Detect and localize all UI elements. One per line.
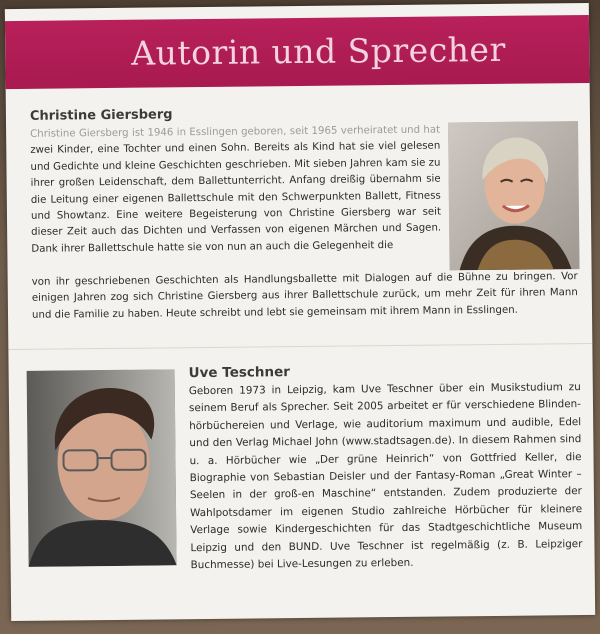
banner-title: Autorin und Sprecher — [131, 29, 506, 73]
author-name: Christine Giersberg — [29, 107, 173, 124]
author-bio-lead: Christine Giersberg ist 1946 in Esslingen geboren, seit 1965 verheiratet und hat — [30, 124, 441, 140]
author-portrait — [448, 121, 580, 270]
author-bio-bottom: von ihr geschriebenen Geschichten als Handlungsballette mit Dialogen auf die Bühne zu bringen. Vor einigen Jahren zog sich Christine Giersberg aus ihrer Ballettschule zurück, um mehr Zeit für ihren Mann und die Familie zu haben. Heute schreibt und lebt sie gemeinsam mit ihrem Mann in Esslingen. — [31, 271, 578, 321]
author-bio-rest: zwei Kinder, eine Tochter und einen Sohn. Bereits als Kind hat sie viel gelesen und Gedichte und kleine Geschichten geschrieben. Mit sieben Jahren kam sie zu ihrer großen Leidenschaft, dem Ballettunterricht. Anfang dreißig übernahm sie die Leitung einer eigenen Ballettschule mit den Schwerpunkten Ballett, Fitness und Showtanz. Eine weitere Begeisterung von Christine Giersberg war seit dieser Zeit auch das Dichten und Verfassen von eigenen Märchen und Sagen. Dank ihrer Ballettschule hatte sie von nun an auch die Gelegenheit die — [30, 140, 442, 255]
narrator-portrait — [27, 369, 177, 567]
header-banner — [5, 15, 590, 89]
section-divider — [8, 343, 592, 350]
narrator-portrait-image — [27, 369, 177, 567]
narrator-name: Uve Teschner — [188, 364, 290, 382]
booklet-page — [5, 3, 595, 621]
author-portrait-image — [448, 121, 580, 270]
author-bio-top — [30, 123, 441, 259]
narrator-bio: Geboren 1973 in Leipzig, kam Uve Teschner über ein Musikstudium zu seinem Beruf als Sprecher. Seit 2005 arbeitet er für verschiedene Blinden-hörbüchereien und Verlage, wie auditorium maximum und audible, Edel und den Verlag Michael John (www.stadtsagen.de). In diesem Rahmen sind u. a. Hörbücher wie „Der grüne Heinrich“ von Gottfried Keller, die Biographie von Sebastian Deisler und der Fantasy-Roman „Great Winter – Seelen in der groß-en Maschine“ entstanden. Zudem produzierte der Wahlpotsdamer im eigenen Studio zahlreiche Hörbücher für kleinere Verlage sowie Kindergeschichten für das Stadtgeschichtliche Museum Leipzig und den BUND. Uve Teschner ist regelmäßig (z. B. Leipziger Buchmesse) bei Live-Lesungen zu erleben. — [188, 381, 583, 572]
